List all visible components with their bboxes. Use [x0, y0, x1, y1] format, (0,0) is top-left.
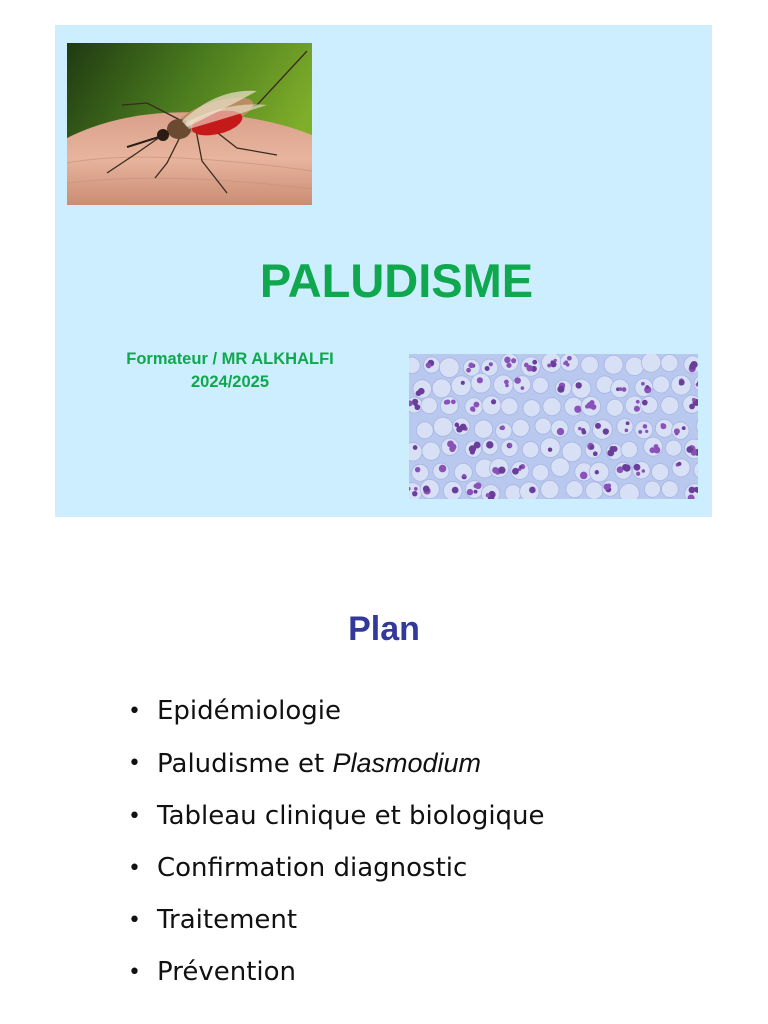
- bullet-icon: •: [128, 751, 141, 776]
- plan-item-tableau-clinique: [128, 799, 548, 834]
- plan-item-text: Prévention: [157, 957, 297, 987]
- plan-item-epidemiologie: [128, 694, 548, 729]
- bullet-icon: •: [128, 699, 141, 724]
- presenter-name: Formateur / MR ALKHALFI: [126, 350, 334, 368]
- plan-item-text: Traitement: [157, 905, 298, 935]
- plan-item-plasmodium: [128, 746, 548, 782]
- presentation-title: PALUDISME: [259, 254, 534, 307]
- plan-item-text: Confirmation diagnostic: [157, 853, 468, 883]
- plan-item-prevention: [128, 955, 548, 990]
- plan-item-text: Paludisme et: [157, 749, 333, 779]
- plan-list: [128, 694, 548, 1007]
- title-slide: [55, 25, 712, 517]
- plan-title: Plan: [348, 610, 420, 648]
- bullet-icon: •: [128, 960, 141, 985]
- plan-item-confirmation: [128, 851, 548, 886]
- plan-item-text: Epidémiologie: [157, 696, 341, 726]
- academic-year: 2024/2025: [191, 373, 269, 391]
- plan-item-italic-text: Plasmodium: [332, 748, 482, 778]
- plan-item-traitement: [128, 903, 548, 938]
- plan-item-text: Tableau clinique et biologique: [157, 801, 545, 831]
- presenter-info: [100, 348, 360, 394]
- bullet-icon: •: [128, 908, 141, 933]
- mosquito-photo: [67, 43, 312, 205]
- bullet-icon: •: [128, 856, 141, 881]
- blood-smear-photo: [409, 354, 698, 499]
- bullet-icon: •: [128, 804, 141, 829]
